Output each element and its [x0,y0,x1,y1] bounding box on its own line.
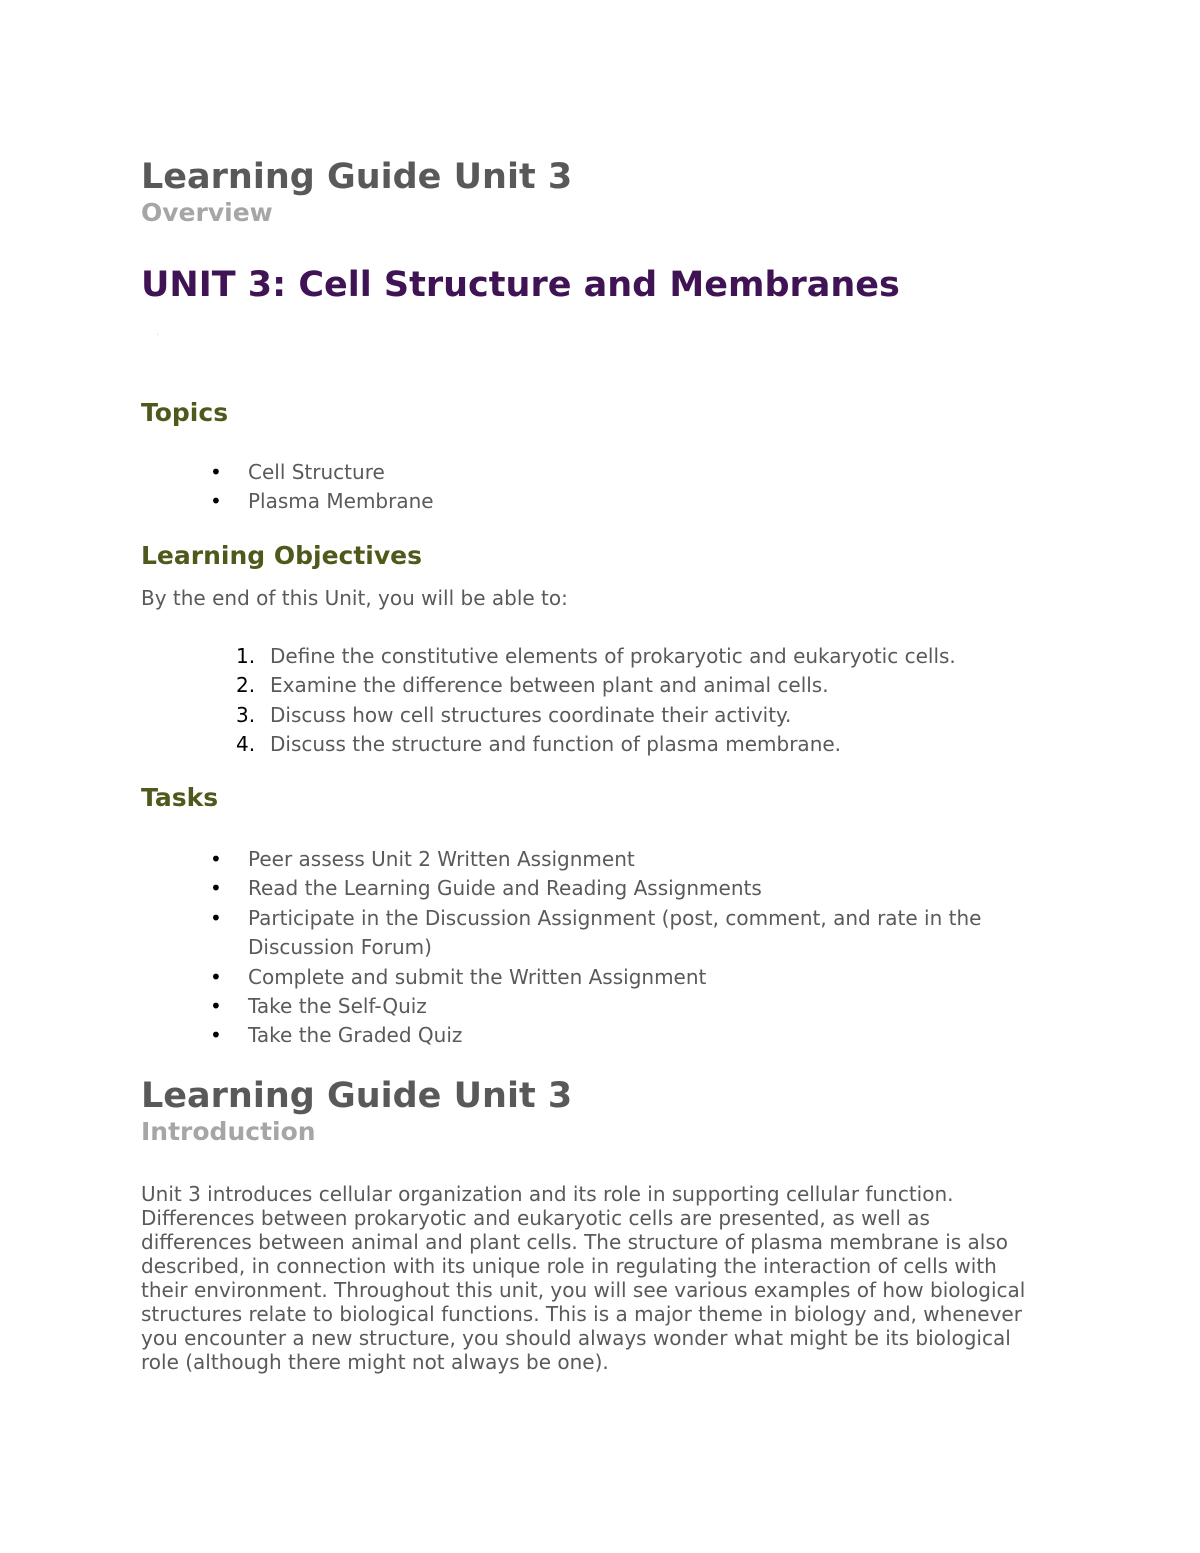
paragraph-line: role (although there might not always be one). [141,1350,609,1374]
paragraph-line: their environment. Throughout this unit, you will see various examples of how biological [141,1278,1026,1302]
list-item: • Plasma Membrane [248,487,434,516]
topics-heading: Topics [141,398,229,427]
unit-heading: UNIT 3: Cell Structure and Membranes [141,265,900,305]
bullet-icon: • [210,876,222,901]
list-item: • Complete and submit the Written Assignment [248,963,981,992]
list-item: • Participate in the Discussion Assignment (post, comment, and rate in the [248,904,981,933]
bullet-icon: • [210,964,222,989]
bullet-icon: • [210,460,222,484]
tasks-list [210,845,982,1051]
list-item: • Take the Self-Quiz [248,992,981,1021]
stray-mark: ' [157,333,159,340]
list-item: 2. Examine the difference between plant and animal cells. [236,673,829,698]
bullet-icon: • [210,847,222,871]
list-item-continuation: Discussion Forum) [248,935,432,960]
paragraph-line: Differences between prokaryotic and eukaryotic cells are presented, as well as [141,1206,930,1230]
page-subtitle: Overview [141,198,273,227]
paragraph-line: you encounter a new structure, you should always wonder what might be its biological [141,1326,1011,1350]
bullet-icon: • [210,905,222,930]
list-item: 3. Discuss how cell structures coordinate their activity. [236,702,792,727]
paragraph-line: Unit 3 introduces cellular organization and its role in supporting cellular function. [141,1182,954,1206]
objectives-heading: Learning Objectives [141,541,422,570]
introduction-title: Learning Guide Unit 3 [141,1076,573,1116]
list-item: • Peer assess Unit 2 Written Assignment [248,845,981,874]
objectives-intro: By the end of this Unit, you will be able to: [141,586,568,610]
topics-list [210,458,434,517]
tasks-heading: Tasks [141,783,219,812]
introduction-paragraph [141,1182,1081,1374]
list-item: • Take the Graded Quiz [248,1021,981,1050]
list-item: 1. Define the constitutive elements of prokaryotic and eukaryotic cells. [236,644,956,668]
list-item: • Cell Structure [248,458,434,487]
bullet-icon: • [210,489,222,514]
objectives-list [236,642,956,760]
paragraph-line: described, in connection with its unique role in regulating the interaction of cells with [141,1254,997,1278]
paragraph-line: differences between animal and plant cells. The structure of plasma membrane is also [141,1230,1008,1254]
list-item: 4. Discuss the structure and function of plasma membrane. [236,732,842,757]
bullet-icon: • [210,994,222,1019]
list-item: • Read the Learning Guide and Reading Assignments [248,874,981,903]
page-title: Learning Guide Unit 3 [141,157,573,197]
paragraph-line: structures relate to biological functions. This is a major theme in biology and, whenever [141,1302,1022,1326]
introduction-subtitle: Introduction [141,1117,316,1146]
bullet-icon: • [210,1023,222,1048]
